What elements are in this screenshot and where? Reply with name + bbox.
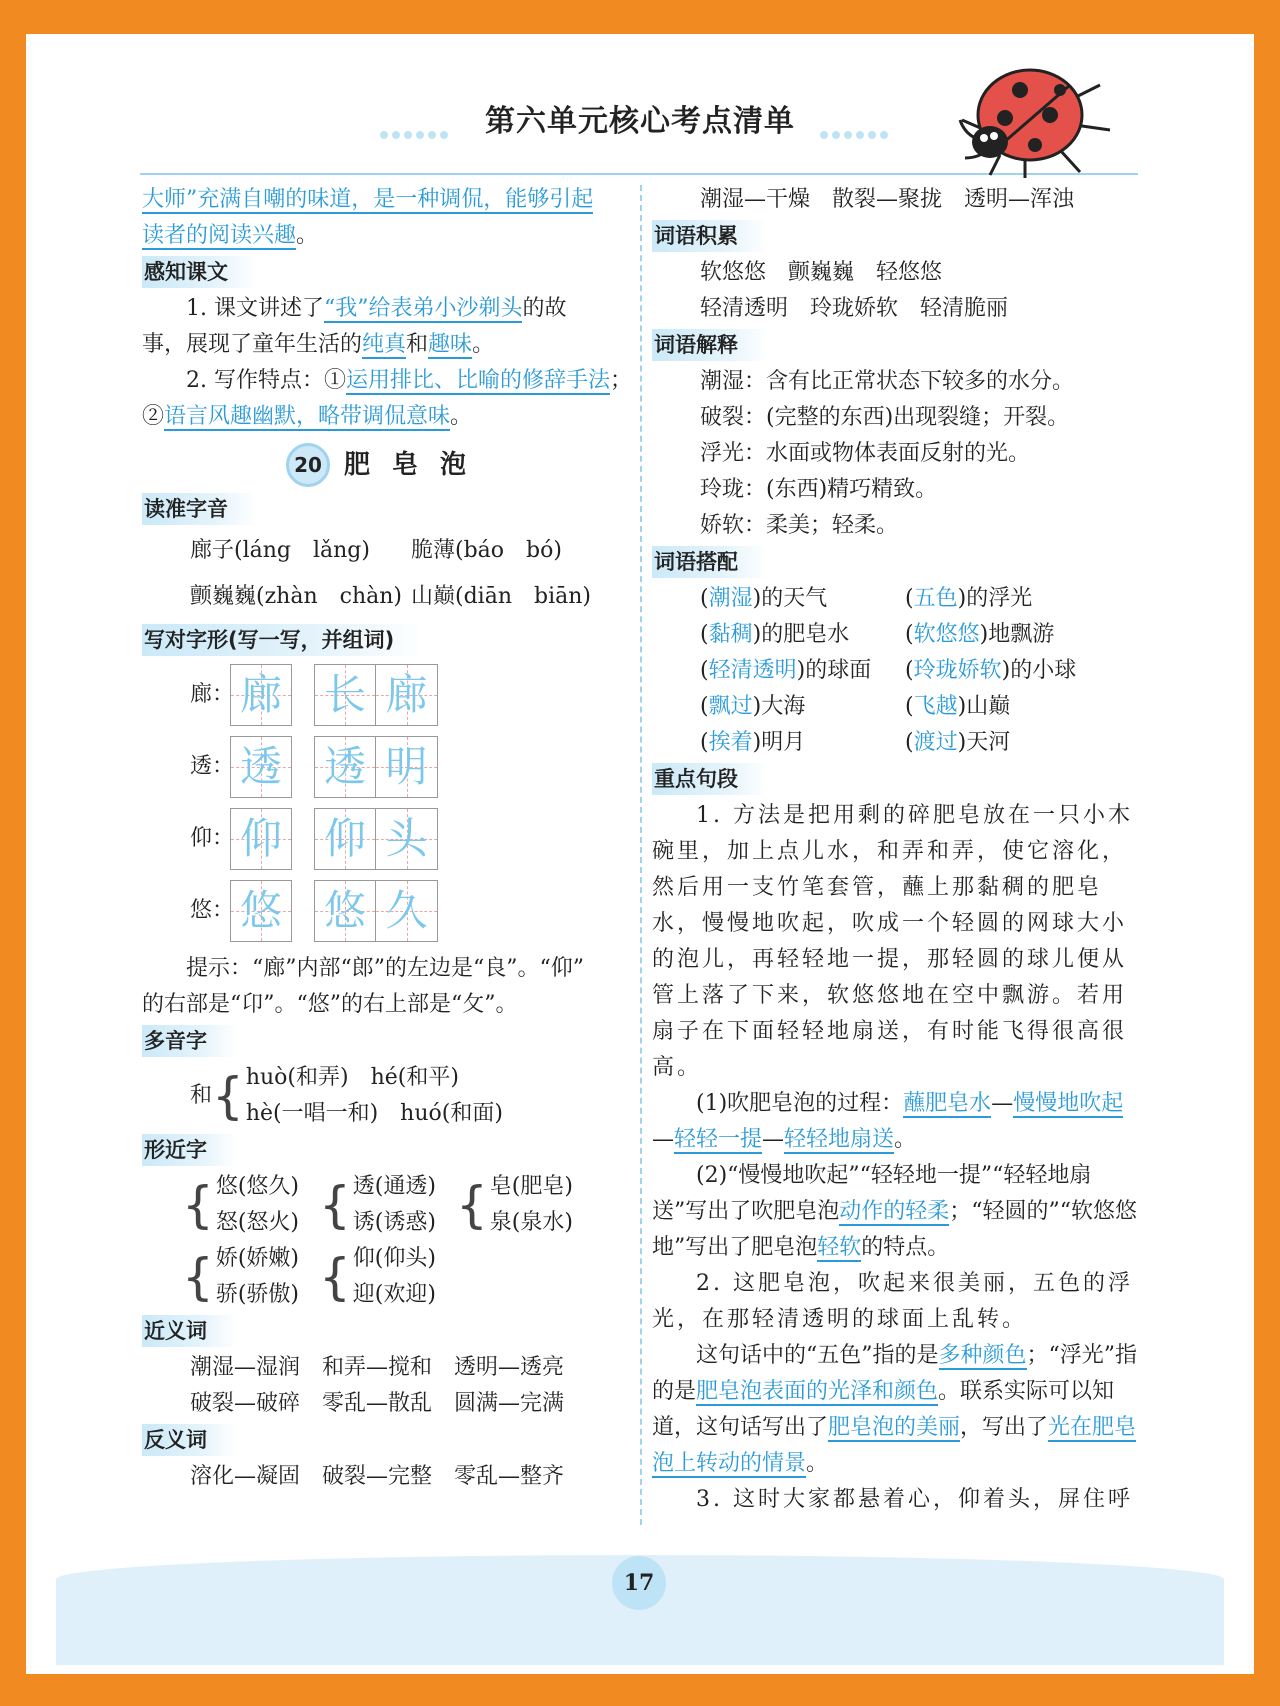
polyphone-group: 和 { huò(和弄) hé(和平) hè(一唱一和) huó(和面) — [190, 1065, 503, 1126]
key-passage-1: 1. 方法是把用剩的碎肥皂放在一只小木碗里，加上点儿水，和弄和弄，使它溶化，然后用一支竹笔套管，蘸上那黏稠的肥皂水，慢慢地吹起，吹成一个轻圆的网球大小的泡儿，再轻轻地一提，那轻圆的球儿便从管上落了下来，软悠悠地在空中飘游。若用扇子在下面轻轻地扇送，有时能飞得很高很高。 — [652, 803, 1133, 1080]
write-row: 透： 透 透 明 — [142, 731, 632, 803]
question-2: (2)“慢慢地吹起”“轻轻地一提”“轻轻地扇送”写出了吹肥皂泡动作的轻柔；“轻圆的”“软悠悠地”写出了肥皂泡轻软的特点。 — [652, 1163, 1138, 1260]
pron-row: 颤巍巍(zhàn chàn) 山巅(diān biān) — [190, 584, 591, 609]
section-write: 写对字形(写一写，并组词) — [142, 624, 424, 656]
column-divider — [640, 185, 642, 1525]
antonyms-continued: 潮湿—干燥 散裂—聚拢 透明—浑浊 — [700, 187, 1075, 212]
section-synonyms: 近义词 — [142, 1315, 237, 1347]
write-row: 悠： 悠 悠 久 — [142, 875, 632, 947]
collocation-row: (挨着)明月 (渡过)天河 — [700, 730, 1011, 755]
explanation-2: 这句话中的“五色”指的是多种颜色；“浮光”指的是肥皂泡表面的光泽和颜色。联系实际可以知道，这句话写出了肥皂泡的美丽，写出了光在肥皂泡上转动的情景。 — [652, 1343, 1138, 1476]
lesson-number: 20 — [286, 443, 330, 487]
collocation-row: (飘过)大海 (飞越)山巅 — [700, 694, 1011, 719]
left-column: 大师”充满自嘲的味道，是一种调侃，能够引起 读者的阅读兴趣。 感知课文 1. 课文讲述了“我”给表弟小沙剃头的故 事，展现了童年生活的纯真和趣味。 2. 写作特点：①运用排比、比喻的修辞手法； ②语言风趣幽默，略带调侃意味。 20 肥皂泡 读准字音 廊子(láng lǎng) 脆薄(báo bó) 颤巍巍(zhàn chàn) 山巅(diān biān) 写对字形(写一写，并组词) 廊： 廊 长 廊 透： 透 透 明 仰： 仰 仰 头 悠： 悠 悠 久 提示：“廊”内部“郎”的左边是“良”。“仰” 的右部是“卬”。“悠”的右上部是“攵”。 多音字 和 { huò(和弄) hé(和平) hè(一唱一和) huó(和面) 形近字 { 悠(悠久) 怒(怒火) { 透(通透) 诱(诱惑) { 皂(肥皂) 泉(泉水) { 娇(娇嫩) 骄(骄傲) { 仰(仰头) 迎(欢迎) 近义词 潮湿—湿润 和弄—搅和 透明—透亮 破裂—破碎 零乱—散乱 圆满—完满 反义词 溶化—凝固 破裂—完整 零乱—整齐 — [142, 182, 632, 1495]
collocation-row: (黏稠)的肥皂水 (软悠悠)地飘游 — [700, 622, 1055, 647]
key-passage-3: 3. 这时大家都悬着心，仰着头，屏住呼 — [696, 1487, 1133, 1512]
page-number: 17 — [612, 1556, 666, 1610]
key-passage-2: 2. 这肥皂泡，吹起来很美丽，五色的浮光，在那轻清透明的球面上乱转。 — [652, 1271, 1133, 1332]
intro-text: 大师”充满自嘲的味道，是一种调侃，能够引起 — [142, 187, 594, 212]
perceive-point-1: 1. 课文讲述了“我”给表弟小沙剃头的故 — [186, 296, 567, 321]
section-antonyms: 反义词 — [142, 1424, 237, 1456]
page-title: 第六单元核心考点清单 — [485, 104, 795, 139]
section-similar: 形近字 — [142, 1134, 237, 1166]
question-1: (1)吹肥皂泡的过程：蘸肥皂水—慢慢地吹起—轻轻一提—轻轻地扇送。 — [652, 1091, 1124, 1152]
section-polyphone: 多音字 — [142, 1025, 237, 1057]
pron-row: 廊子(láng lǎng) 脆薄(báo bó) — [190, 538, 562, 563]
ladybug-icon — [950, 60, 1130, 180]
section-perceive: 感知课文 — [142, 256, 258, 288]
section-key-passages: 重点句段 — [652, 763, 768, 795]
lesson-heading — [142, 443, 632, 487]
title-dots-right — [820, 124, 892, 134]
similar-group: { 娇(娇嫩) 骄(骄傲) { 仰(仰头) 迎(欢迎) — [182, 1246, 436, 1307]
hint-text: 提示：“廊”内部“郎”的左边是“良”。“仰” — [186, 956, 584, 981]
similar-group: { 悠(悠久) 怒(怒火) { 透(通透) 诱(诱惑) { 皂(肥皂) 泉(泉水) — [182, 1174, 573, 1235]
section-accumulate: 词语积累 — [652, 220, 768, 252]
collocation-row: (潮湿)的天气 (五色)的浮光 — [700, 586, 1033, 611]
perceive-point-2: 2. 写作特点：①运用排比、比喻的修辞手法； — [186, 368, 633, 393]
write-row: 仰： 仰 仰 头 — [142, 803, 632, 875]
collocation-row: (轻清透明)的球面 (玲珑娇软)的小球 — [700, 658, 1077, 683]
section-explain: 词语解释 — [652, 329, 768, 361]
section-pronunciation: 读准字音 — [142, 493, 258, 525]
write-row: 廊： 廊 长 廊 — [142, 659, 632, 731]
intro-answer: 读者的阅读兴趣 — [142, 223, 297, 248]
lesson-title: 肥皂泡 — [343, 450, 488, 480]
section-collocation: 词语搭配 — [652, 546, 768, 578]
right-column: 潮湿—干燥 散裂—聚拢 透明—浑浊 词语积累 软悠悠 颤巍巍 轻悠悠 轻清透明 玲珑娇软 轻清脆丽 词语解释 潮湿：含有比正常状态下较多的水分。 破裂：(完整的东西)出现裂缝；开裂。 浮光：水面或物体表面反射的光。 玲珑：(东西)精巧精致。 娇软：柔美；轻柔。 词语搭配 (潮湿)的天气 (五色)的浮光 (黏稠)的肥皂水 (软悠悠)地飘游 (轻清透明)的球面 (玲珑娇软)的小球 (飘过)大海 (飞越)山巅 (挨着)明月 (渡过)天河 重点句段 1. 方法是把用剩的碎肥皂放在一只小木碗里，加上点儿水，和弄和弄，使它溶化，然后用一支竹笔套管，蘸上那黏稠的肥皂水，慢慢地吹起，吹成一个轻圆的网球大小的泡儿，再轻轻地一提，那轻圆的球儿便从管上落了下来，软悠悠地在空中飘游。若用扇子在下面轻轻地扇送，有时能飞得很高很高。 (1)吹肥皂泡的过程：蘸肥皂水—慢慢地吹起—轻轻一提—轻轻地扇送。 (2)“慢慢地吹起”“轻轻地一提”“轻轻地扇送”写出了吹肥皂泡动作的轻柔；“轻圆的”“软悠悠地”写出了肥皂泡轻软的特点。 2. 这肥皂泡，吹起来很美丽，五色的浮光，在那轻清透明的球面上乱转。 这句话中的“五色”指的是多种颜色；“浮光”指的是肥皂泡表面的光泽和颜色。联系实际可以知道，这句话写出了肥皂泡的美丽，写出了光在肥皂泡上转动的情景。 3. 这时大家都悬着心，仰着头，屏住呼 — [652, 182, 1142, 1518]
